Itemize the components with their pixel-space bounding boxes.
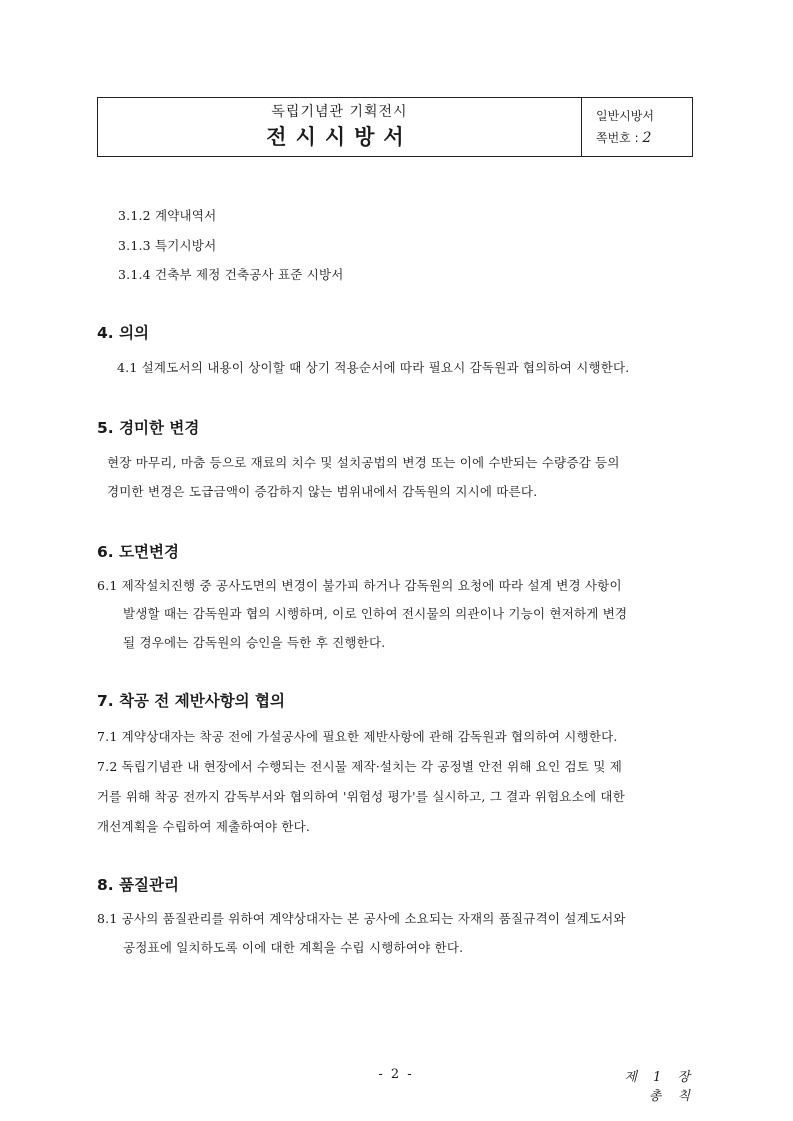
section-4-item-1: 4.1 설계도서의 내용이 상이할 때 상기 적용순서에 따라 필요시 감독원과 협의하여 시행한다. — [117, 360, 630, 375]
page-number-label: 쪽번호 : — [596, 131, 639, 145]
list-item: 3.1.4 건축부 제정 건축공사 표준 시방서 — [118, 267, 344, 282]
section-6-item-1-line-2: 발생할 때는 감독원과 협의 시행하며, 이로 인하여 전시물의 의관이나 기능이 현저하게 변경 — [123, 606, 628, 621]
header-info-cell — [582, 98, 692, 156]
section-7-item-2-line-3: 개선계획을 수립하여 제출하여야 한다. — [97, 819, 311, 834]
page-number-value: 2 — [642, 130, 652, 146]
section-5-heading: 5. 경미한 변경 — [97, 419, 200, 437]
footer-page-number: - 2 - — [378, 1067, 414, 1082]
footer-chapter: 제 1 장 총 칙 — [624, 1070, 696, 1104]
section-5-paragraph-line-2: 경미한 변경은 도급금액이 증감하지 않는 범위내에서 감독원의 지시에 따른다. — [107, 484, 538, 499]
header-subtitle: 독립기념관 기획전시 — [271, 104, 408, 120]
section-6-item-1-line-3: 될 경우에는 감독원의 승인을 득한 후 진행한다. — [123, 635, 386, 650]
doc-type: 일반시방서 — [596, 109, 654, 123]
section-6-item-1-line-1: 6.1 제작설치진행 중 공사도면의 변경이 불가피 하거나 감독원의 요청에 따라 설계 변경 사항이 — [97, 578, 622, 593]
document-header — [97, 97, 693, 157]
section-7-heading: 7. 착공 전 제반사항의 협의 — [97, 692, 285, 710]
section-8-item-1-line-2: 공정표에 일치하도록 이에 대한 계획을 수립 시행하여야 한다. — [123, 940, 464, 955]
section-8-item-1-line-1: 8.1 공사의 품질관리를 위하여 계약상대자는 본 공사에 소요되는 자재의 품질규격이 설계도서와 — [97, 911, 626, 926]
list-item: 3.1.3 특기시방서 — [118, 238, 217, 253]
section-4-heading: 4. 의의 — [97, 324, 150, 342]
section-7-item-2-line-2: 거를 위해 착공 전까지 감독부서와 협의하여 '위험성 평가'를 실시하고, 그 결과 위험요소에 대한 — [97, 789, 625, 804]
section-8-heading: 8. 품질관리 — [97, 876, 179, 894]
header-title: 전시시방서 — [266, 125, 413, 149]
section-5-paragraph-line-1: 현장 마무리, 마춤 등으로 재료의 치수 및 설치공법의 변경 또는 이에 수반되는 수량증감 등의 — [107, 455, 620, 470]
page-number-field — [596, 127, 692, 149]
section-7-item-2-line-1: 7.2 독립기념관 내 현장에서 수행되는 전시물 제작·설치는 각 공정별 안전 위해 요인 검토 및 제 — [97, 759, 622, 774]
list-item: 3.1.2 계약내역서 — [118, 208, 217, 223]
header-title-cell — [98, 98, 582, 156]
section-6-heading: 6. 도면변경 — [97, 543, 179, 561]
section-7-item-1: 7.1 계약상대자는 착공 전에 가설공사에 필요한 제반사항에 관해 감독원과 협의하여 시행한다. — [97, 729, 618, 744]
